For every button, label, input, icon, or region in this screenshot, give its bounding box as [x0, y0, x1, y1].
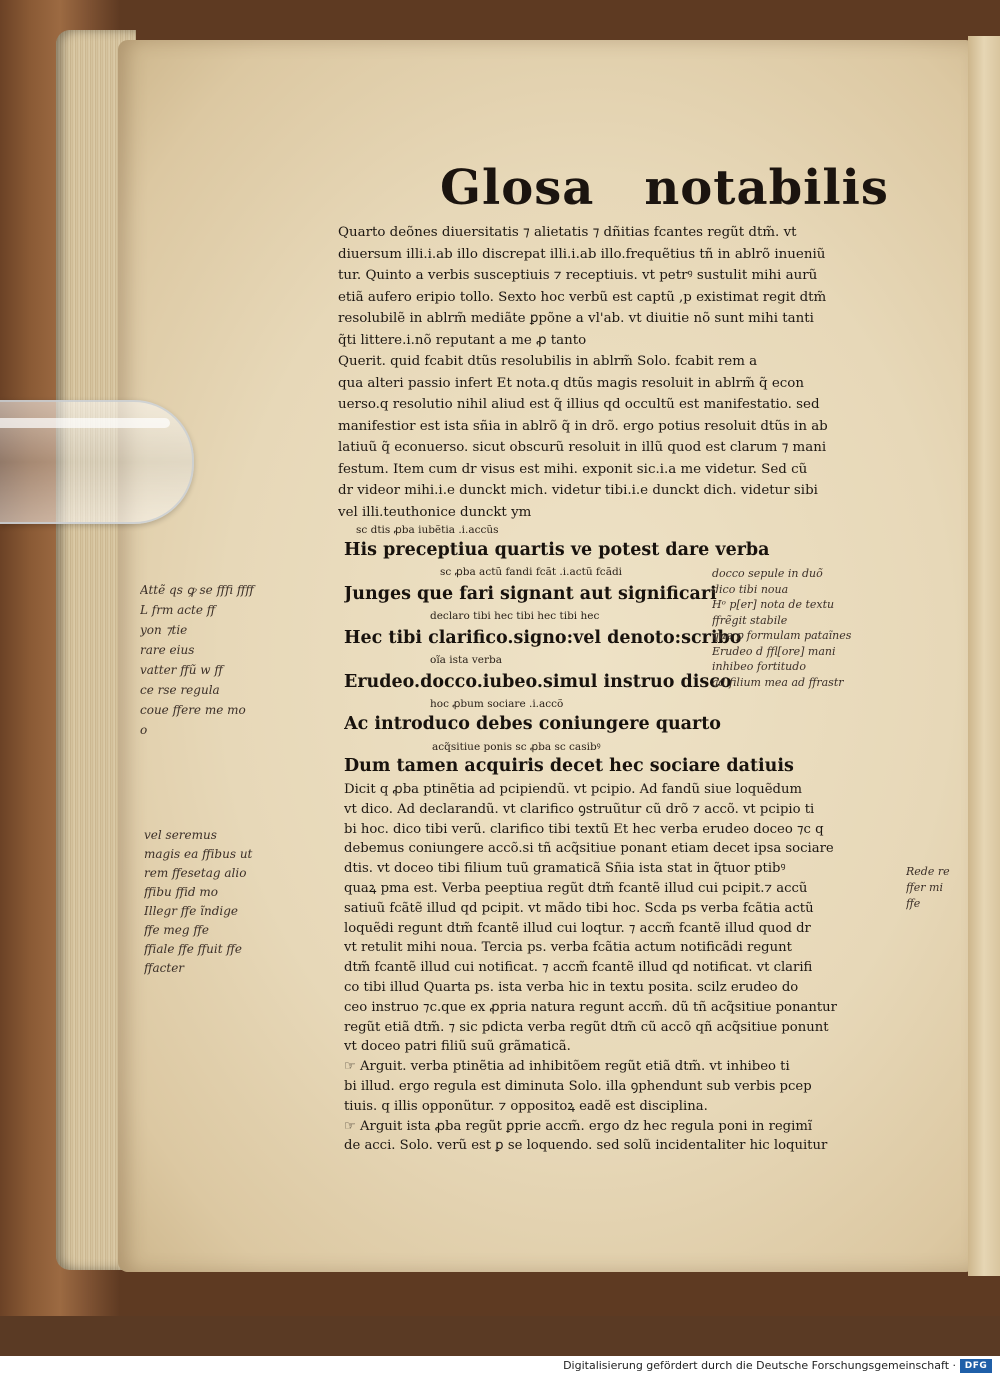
commentary-line: manifestior est ista sñia in ablrõ q̃ in drõ. ergo potius resoluit dtũs in ab: [338, 418, 828, 434]
handwritten-line: o: [140, 723, 148, 737]
commentary-line: vel illi.teuthonice dunckt ym: [338, 504, 532, 520]
handwritten-line: coue ffere me mo: [140, 703, 246, 717]
digitization-footer: [0, 1356, 1000, 1376]
commentary-line: Quarto deõnes diuersitatis ⁊ alietatis ⁊ dñitias fcantes regũt dtm̃. vt: [338, 225, 797, 240]
handwritten-line: que ꝑ formulam pataĩnes: [712, 629, 852, 642]
handwritten-line: docco sepule in duõ: [712, 567, 823, 580]
commentary-line: Dicit q ꝓba ptinẽtia ad pcipiendũ. vt pcipio. Ad fandũ siue loquẽdum: [344, 782, 802, 797]
handwritten-line: ffe: [906, 897, 921, 910]
handwritten-line: ce rse regula: [140, 683, 220, 697]
commentary-line: q̃ti littere.i.nõ reputant a me ꝓ tanto: [338, 332, 587, 348]
page-holder-highlight: [0, 418, 170, 428]
handwritten-line: ad filium mea ad ffrastr: [712, 675, 844, 689]
interlinear-gloss: sc ꝓba actũ fandi fcãt .i.actũ fcãdi: [440, 566, 623, 578]
commentary-line: regũt etiã dtm̃. ⁊ sic pdicta verba regũt dtm̃ cũ accõ qñ acq̃sitiue ponunt: [344, 1019, 829, 1035]
cover-bottom-edge: [0, 1316, 1000, 1356]
handwritten-line: yon ⁊tie: [140, 623, 188, 637]
handwritten-line: ffacter: [144, 961, 185, 975]
funding-credit: Digitalisierung gefördert durch die Deutsche Forschungsgemeinschaft ·: [563, 1359, 956, 1372]
handwritten-line: ffibu ffid mo: [144, 885, 219, 899]
handwritten-line: rare eius: [140, 643, 195, 657]
commentary-line: dr videor mihi.i.e dunckt mich. videtur tibi.i.e dunckt dich. videtur sibi: [338, 483, 818, 498]
commentary-line: tiuis. q illis opponũtur. ⁊ oppositoꝝ eadẽ est disciplina.: [344, 1098, 708, 1114]
marginalia-right-lower: [906, 864, 970, 912]
handwritten-line: Rede re: [906, 865, 950, 878]
commentary-line: vt doceo patri filiũ suũ grãmaticã.: [344, 1039, 571, 1055]
heading-word-glosa: Glosa: [440, 160, 595, 216]
handwritten-line: ffer mi: [906, 881, 944, 894]
commentary-line: ☞ Arguit ista ꝓba regũt ꝑprie accm̃. ergo dz hec regula poni in regimĩ: [344, 1118, 813, 1134]
commentary-line: uerso.q resolutio nihil aliud est q̃ illius qd occultũ est manifestatio. sed: [338, 397, 820, 412]
verse-line: His preceptiua quartis ve potest dare verba: [344, 540, 770, 560]
commentary-line: satiuũ fcãtẽ illud qd pcipit. vt mãdo tibi hoc. Scda ps verba fcãtia actũ: [344, 900, 814, 916]
handwritten-line: magis ea ffibus ut: [144, 847, 253, 861]
facing-page-edge: [968, 36, 1000, 1276]
interlinear-gloss: declaro tibi hec tibi hec tibi hec: [430, 610, 600, 622]
handwritten-line: L frm acte ff: [140, 603, 216, 617]
interlinear-gloss: oĩa ista verba: [430, 654, 502, 666]
commentary-line: quaꝝ pma est. Verba peeptiua regũt dtm̃ fcantẽ illud cui pcipit.⁊ accũ: [344, 880, 808, 896]
marginalia-left-upper: [140, 580, 340, 740]
handwritten-line: Attẽ qs ꝙ se fffi ffff: [140, 583, 254, 597]
commentary-line: dtm̃ fcantẽ illud cui notificat. ⁊ accm̃ fcantẽ illud qd notificat. vt clarifi: [344, 960, 813, 976]
handwritten-line: dico tibi noua: [712, 582, 789, 596]
dfg-logo: DFG: [960, 1359, 992, 1373]
heading-word-notabilis: notabilis: [644, 160, 889, 216]
interlinear-gloss: sc dtis ꝓba iubẽtia .i.accũs: [356, 524, 499, 536]
commentary-line: resolubilẽ in ablrm̃ mediãte ꝑpõne a vl'ab. vt diuitie nõ sunt mihi tanti: [338, 311, 814, 326]
marginalia-left-lower: [144, 826, 344, 978]
commentary-line: etiã aufero eripio tollo. Sexto hoc verbũ est captũ ,p existimat regit dtm̃: [338, 289, 827, 305]
commentary-block-top: [338, 222, 908, 523]
commentary-line: diuersum illi.i.ab illo discrepat illi.i.ab illo.frequẽtius tñ in ablrõ inueniũ: [338, 246, 826, 262]
commentary-line: bi hoc. dico tibi verũ. clarifico tibi textũ Et hec verba erudeo doceo ⁊c q: [344, 821, 824, 837]
handwritten-line: vel seremus: [144, 828, 217, 842]
verse-line: Hec tibi clarifico.signo:vel denoto:scribo: [344, 628, 742, 648]
commentary-line: vt dico. Ad declarandũ. vt clarifico ꝯstruũtur cũ drõ ⁊ accõ. vt pcipio ti: [344, 801, 815, 817]
handwritten-line: vatter ffũ w ff: [140, 663, 223, 677]
handwritten-line: ffrẽgit stabile: [712, 613, 788, 627]
page-heading: [440, 160, 889, 216]
marginalia-right-upper: [712, 566, 970, 690]
handwritten-line: ffe meg ffe: [144, 923, 209, 937]
handwritten-line: Illegr ffe ĩndige: [144, 904, 239, 918]
commentary-line: de acci. Solo. verũ est ꝑ se loquendo. sed solũ incidentaliter hic loquitur: [344, 1138, 828, 1154]
commentary-line: debemus coniungere accõ.si tñ acq̃sitiue ponant etiam decet ipsa sociare: [344, 841, 834, 857]
commentary-line: dtis. vt doceo tibi filium tuũ gramaticã Sñia ista stat in q̃tuor ptibꝰ: [344, 861, 786, 877]
commentary-line: loquẽdi regunt dtm̃ fcantẽ illud cui loqtur. ⁊ accm̃ fcantẽ illud quod dr: [344, 920, 811, 936]
handwritten-line: Hᵒ p[er] nota de textu: [712, 598, 835, 611]
commentary-line: tur. Quinto a verbis susceptiuis ⁊ receptiuis. vt petrꝰ sustulit mihi aurũ: [338, 268, 818, 283]
commentary-line: co tibi illud Quarta ps. ista verba hic in textu posita. scilz erudeo do: [344, 979, 799, 995]
commentary-line: latiuũ q̃ econuerso. sicut obscurũ resoluit in illũ quod est clarum ⁊ mani: [338, 440, 827, 455]
commentary-line: vt retulit mihi noua. Tercia ps. verba fcãtia actum notificãdi regunt: [344, 940, 792, 956]
handwritten-line: inhibeo fortitudo: [712, 660, 806, 673]
commentary-line: bi illud. ergo regula est diminuta Solo. illa ꝯphendunt sub verbis pcep: [344, 1078, 812, 1094]
verse-line: Ac introduco debes coniungere quarto: [344, 714, 721, 734]
commentary-line: ☞ Arguit. verba ptinẽtia ad inhibitõem regũt etiã dtm̃. vt inhibeo ti: [344, 1059, 790, 1075]
verse-line: Dum tamen acquiris decet hec sociare datiuis: [344, 756, 794, 776]
verse-line: Junges que fari signant aut significari: [344, 584, 717, 604]
handwritten-line: Erudeo d ffl[ore] mani: [712, 644, 836, 658]
commentary-line: Querit. quid fcabit dtũs resolubilis in ablrm̃ Solo. fcabit rem a: [338, 354, 758, 369]
interlinear-gloss: acq̃sitiue ponis sc ꝓba sc casibꝰ: [432, 741, 601, 753]
commentary-block-bottom: [344, 780, 910, 1156]
interlinear-gloss: hoc ꝓbum sociare .i.accõ: [430, 698, 564, 710]
commentary-line: ceo instruo ⁊c.que ex ꝓpria natura regunt accm̃. dũ tñ acq̃sitiue ponantur: [344, 999, 837, 1015]
commentary-line: festum. Item cum dr visus est mihi. exponit sic.i.a me videtur. Sed cũ: [338, 461, 808, 477]
verse-line: Erudeo.docco.iubeo.simul instruo disco: [344, 672, 732, 692]
handwritten-line: rem ffesetag alio: [144, 866, 247, 880]
handwritten-line: ffiale ffe ffuit ffe: [144, 942, 242, 956]
commentary-line: qua alteri passio infert Et nota.q dtũs magis resoluit in ablrm̃ q̃ econ: [338, 375, 804, 391]
